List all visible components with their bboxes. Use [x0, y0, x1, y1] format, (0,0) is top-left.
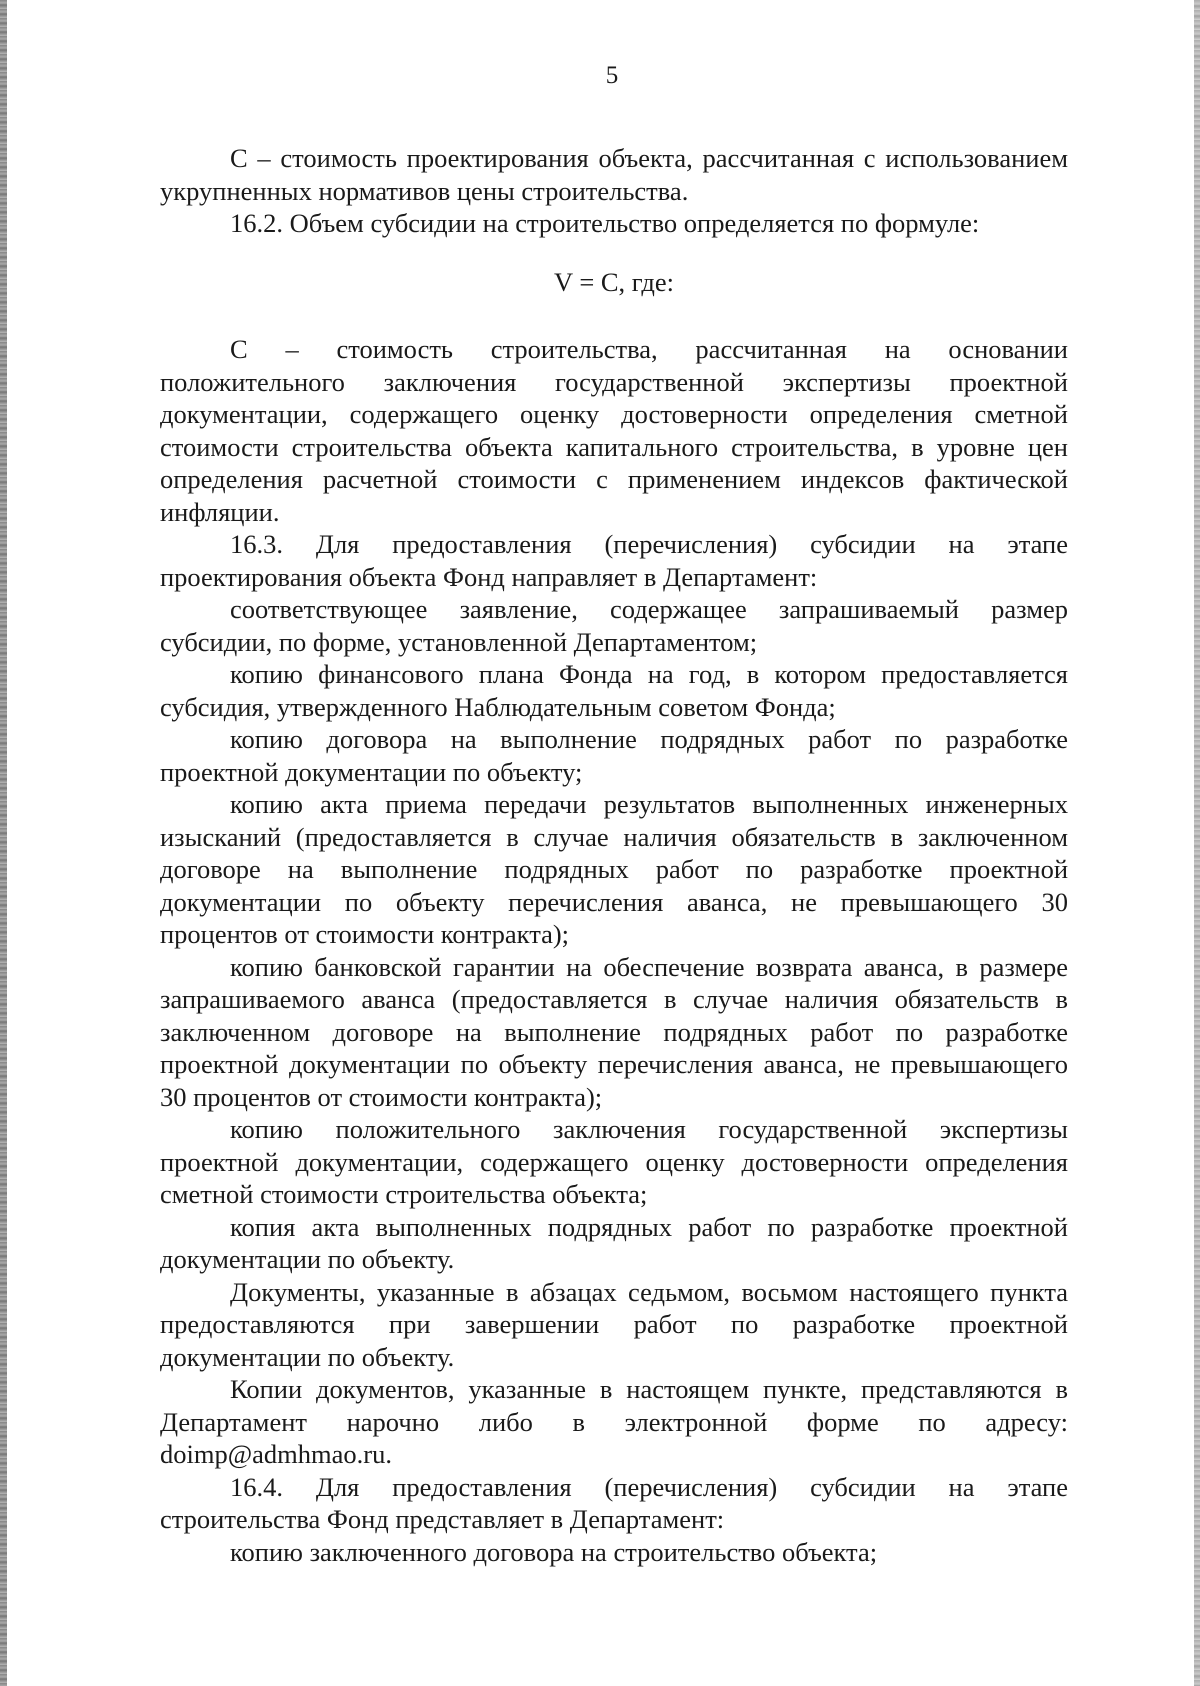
list-item-bank-guarantee: копию банковской гарантии на обеспечение возврата аванса, в размере запрашиваемого аванса (предоставляется в случае наличия обязательств в заключенном договоре на выполнение подрядных работ по разработке проектной документации по объекту перечисления аванса, не превышающего 30 процентов от стоимости контракта); [160, 951, 1068, 1112]
list-item-financial-plan: копию финансового плана Фонда на год, в котором предоставляется субсидия, утвержденного Наблюдательным советом Фонда; [160, 659, 1068, 722]
page-number: 5 [605, 62, 619, 89]
list-item-expertise-conclusion: копию положительного заключения государственной экспертизы проектной документации, содержащего оценку достоверности определения сметной стоимости строительства объекта; [160, 1114, 1068, 1209]
list-item-contract-copy: копию договора на выполнение подрядных работ по разработке проектной документации по объекту; [160, 724, 1068, 787]
paragraph-16-3: 16.3. Для предоставления (перечисления) субсидии на этапе проектирования объекта Фонд направляет в Департамент: [160, 529, 1068, 592]
paragraph-16-2: 16.2. Объем субсидии на строительство определяется по формуле: [230, 208, 980, 238]
list-item-application: соответствующее заявление, содержащее запрашиваемый размер субсидии, по форме, установленной Департаментом; [160, 594, 1068, 657]
scan-edge-right [1194, 0, 1200, 1686]
paragraph-documents-timing: Документы, указанные в абзацах седьмом, восьмом настоящего пункта предоставляются при завершении работ по разработке проектной документации по объекту. [160, 1276, 1068, 1372]
list-item-works-act: копия акта выполненных подрядных работ по разработке проектной документации по объекту. [160, 1211, 1068, 1274]
paragraph-16-4: 16.4. Для предоставления (перечисления) субсидии на этапе строительства Фонд представляет в Департамент: [160, 1471, 1068, 1534]
document-body [160, 142, 1068, 1568]
scan-edge-left [0, 0, 7, 1686]
paragraph-definition-c-construction: С – стоимость строительства, рассчитанная на основании положительного заключения государственной экспертизы проектной документации, содержащего оценку достоверности определения сметной стоимости строительства объекта капитального строительства, в уровне цен определения расчетной стоимости с применением индексов фактической инфляции. [160, 334, 1068, 527]
paragraph-submission-address: Копии документов, указанные в настоящем пункте, представляются в Департамент нарочно либо в электронной форме по адресу: doimp@admhmao.ru. [160, 1374, 1068, 1469]
formula: V = С, где: [554, 266, 674, 297]
paragraph-definition-c-design: С – стоимость проектирования объекта, рассчитанная с использованием укрупненных нормативов цены строительства. [160, 143, 1068, 206]
list-item-construction-contract: копию заключенного договора на строительство объекта; [230, 1536, 878, 1567]
list-item-survey-act: копию акта приема передачи результатов выполненных инженерных изысканий (предоставляется в случае наличия обязательств в заключенном договоре на выполнение подрядных работ по разработке проектной документации по объекту перечисления аванса, не превышающего 30 процентов от стоимости контракта); [160, 789, 1068, 949]
